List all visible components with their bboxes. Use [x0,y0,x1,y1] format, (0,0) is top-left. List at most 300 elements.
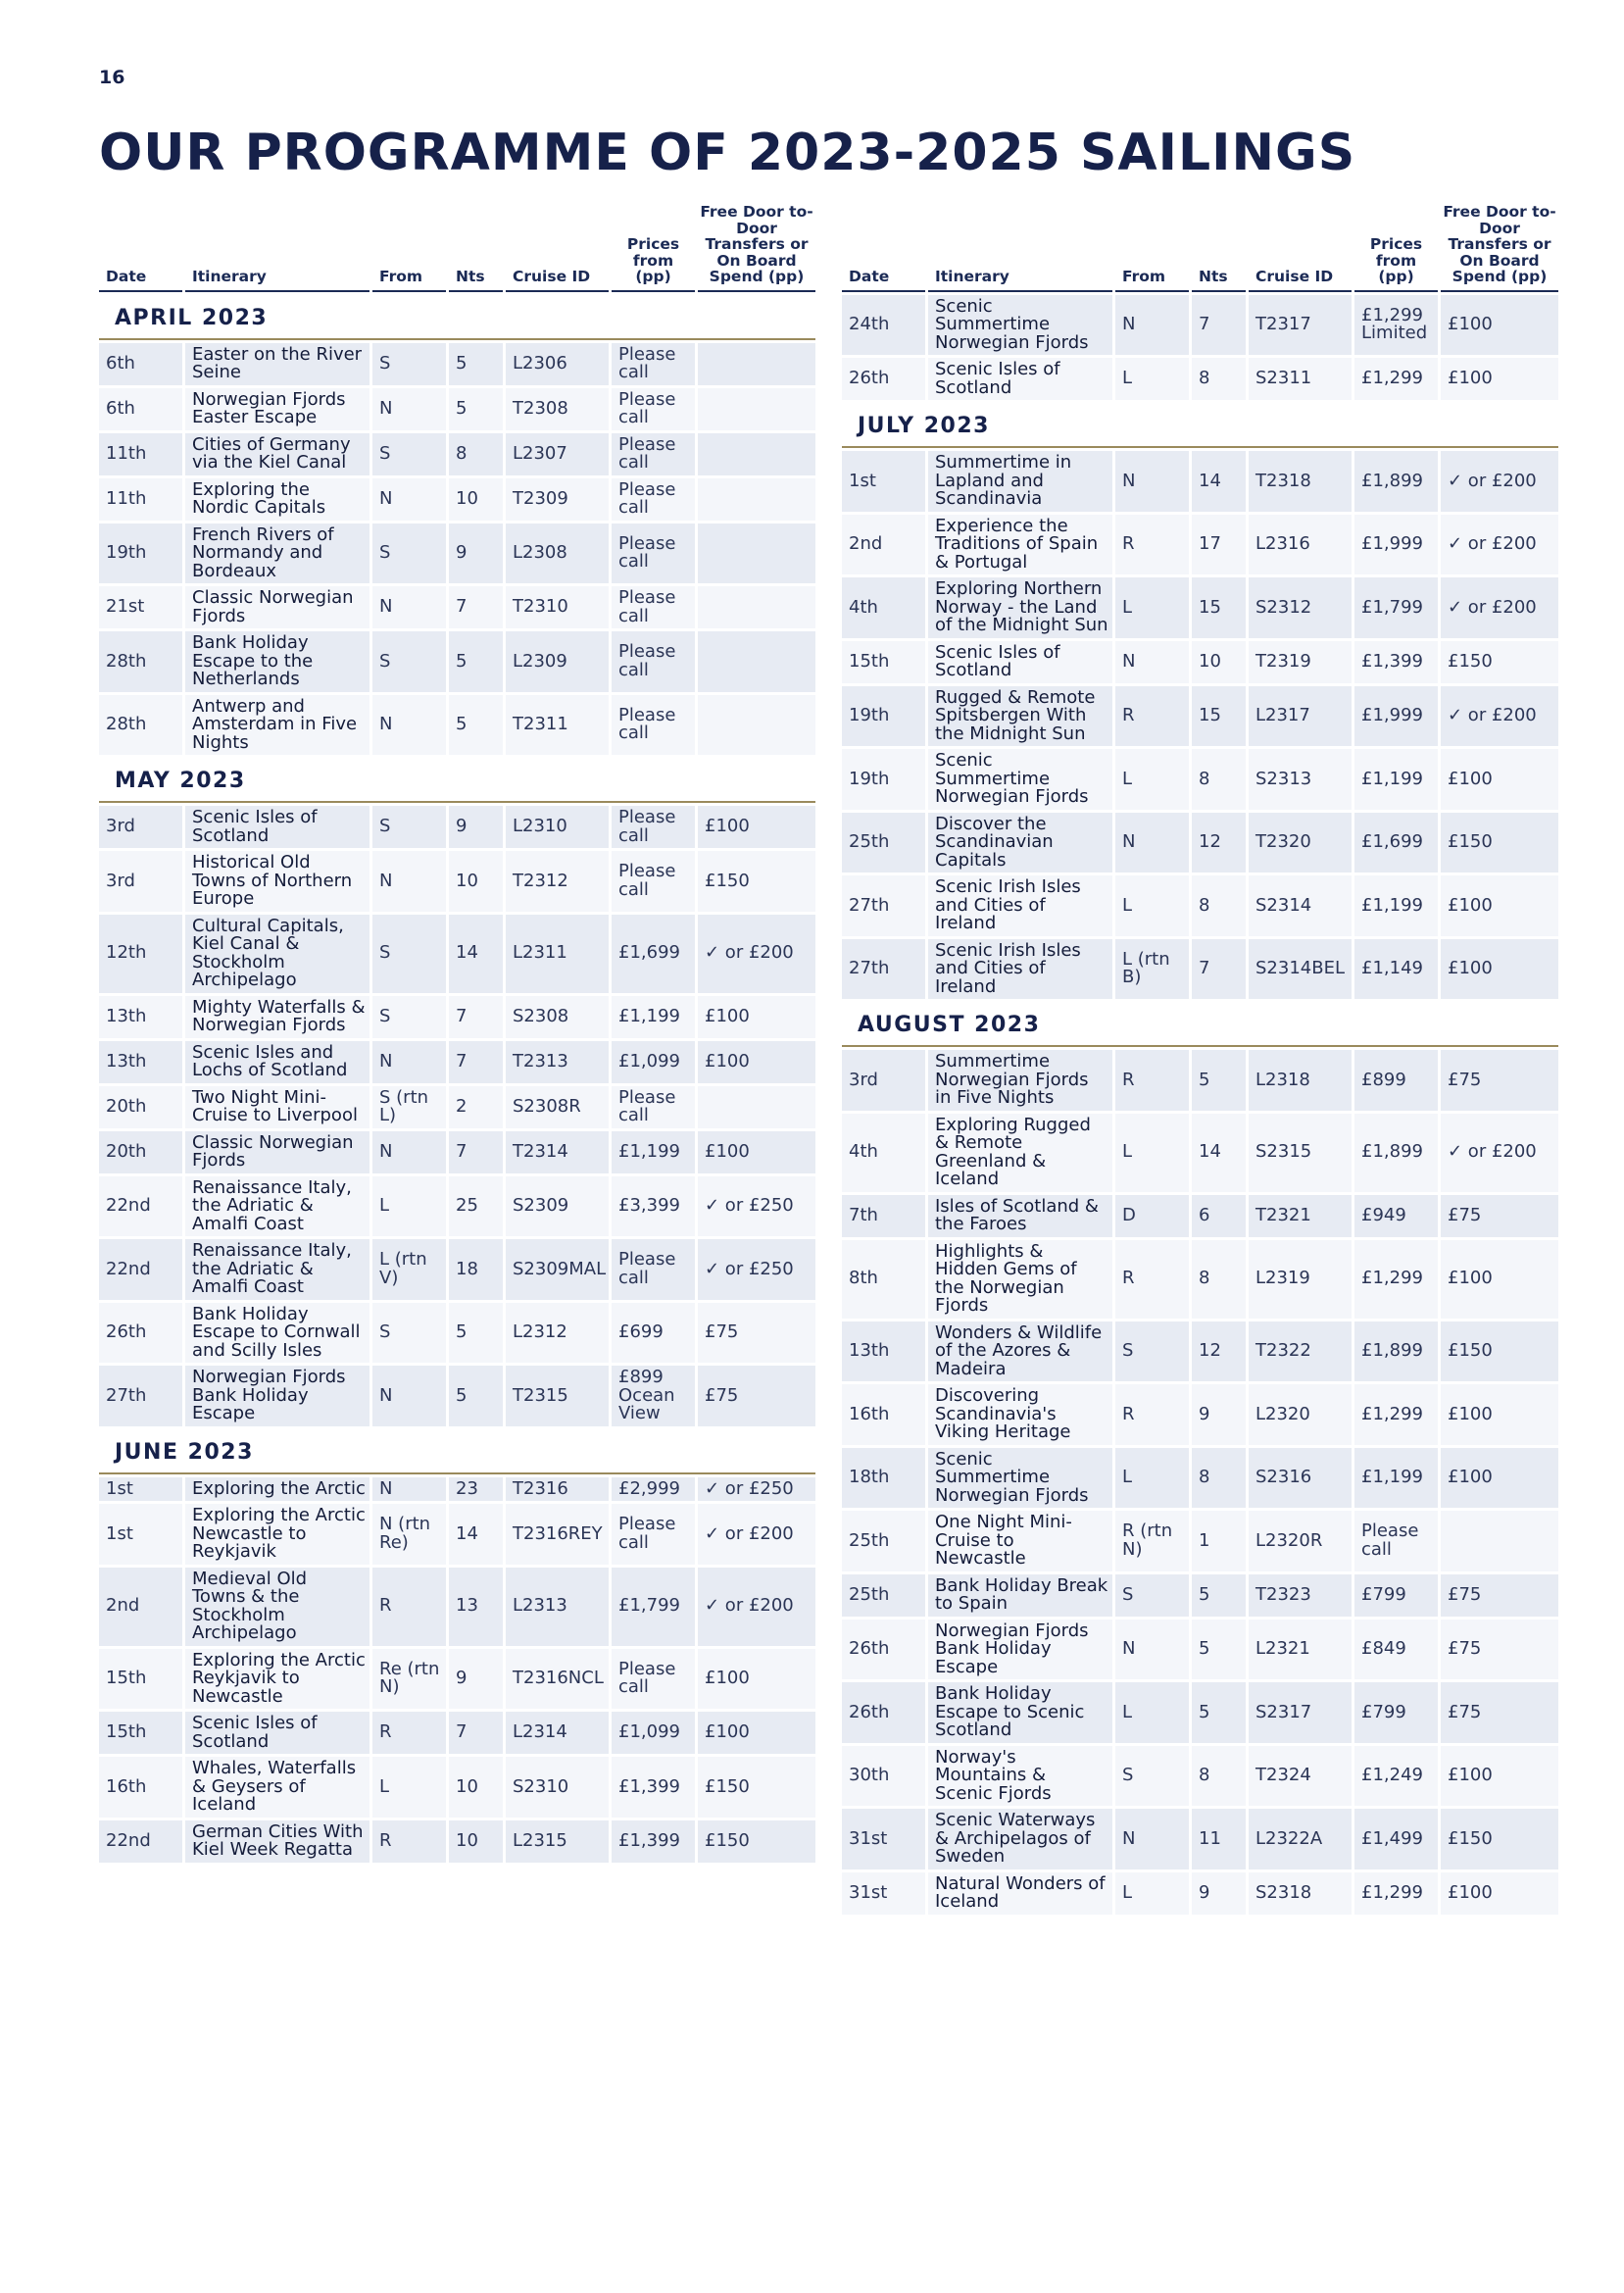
cell-price: £1,299 [1354,1240,1438,1319]
cell-from: L [1115,1448,1189,1509]
cell-from: R (rtn N) [1115,1511,1189,1571]
cell-cruise-id: T2310 [506,586,609,628]
header-prices: Prices from (pp) [1354,204,1438,292]
month-heading-row [842,1002,1558,1047]
cell-nts: 15 [1192,577,1246,638]
cell-date: 21st [99,586,182,628]
cell-price: £1,999 [1354,686,1438,747]
cell-date: 22nd [99,1820,182,1863]
cell-transfers: £150 [1441,813,1558,873]
cell-itinerary: Scenic Isles of Scotland [185,806,369,848]
cell-price: Please call [612,1086,695,1128]
cell-date: 15th [99,1712,182,1754]
cell-from: L [1115,1872,1189,1915]
cell-price: £1,299 [1354,1384,1438,1445]
cell-cruise-id: T2311 [506,695,609,756]
cell-transfers: £100 [698,1041,815,1083]
header-from: From [1115,204,1189,292]
cell-price: Please call [612,1504,695,1565]
cell-date: 2nd [842,515,925,575]
cell-from: N [372,478,446,521]
cell-price: £1,149 [1354,939,1438,1000]
cell-cruise-id: T2316NCL [506,1649,609,1710]
cell-from: N [1115,641,1189,683]
table-row [99,388,815,430]
cell-cruise-id: L2313 [506,1568,609,1646]
cell-from: S [1115,1746,1189,1807]
cell-transfers: ✓ or £250 [698,1176,815,1237]
cell-nts: 5 [1192,1682,1246,1743]
table-row [99,478,815,521]
cell-transfers: £100 [1441,1746,1558,1807]
table-row [842,1114,1558,1192]
table-row [99,695,815,756]
cell-cruise-id: L2308 [506,523,609,584]
cell-nts: 7 [1192,939,1246,1000]
table-row [99,433,815,475]
cell-price: Please call [612,433,695,475]
cell-nts: 5 [449,1366,503,1426]
cell-nts: 14 [1192,451,1246,512]
table-row [99,996,815,1038]
cell-transfers: £75 [698,1303,815,1364]
page-title: OUR PROGRAMME OF 2023-2025 SAILINGS [99,124,1356,182]
cell-transfers: £100 [1441,1240,1558,1319]
cell-price: £899 Ocean View [612,1366,695,1426]
cell-from: N [1115,813,1189,873]
cell-nts: 7 [449,996,503,1038]
cell-nts: 9 [449,806,503,848]
cell-nts: 14 [1192,1114,1246,1192]
cell-date: 13th [99,1041,182,1083]
table-row [99,1366,815,1426]
cell-transfers [698,631,815,692]
cell-nts: 8 [1192,1240,1246,1319]
cell-price: £1,399 [612,1757,695,1818]
cell-transfers: £150 [1441,641,1558,683]
cell-from: L [1115,875,1189,936]
cell-date: 28th [99,695,182,756]
cell-transfers [698,586,815,628]
header-transfers: Free Door to-Door Transfers or On Board Spend (pp) [1441,204,1558,292]
cell-date: 27th [99,1366,182,1426]
cell-price: Please call [612,343,695,385]
cell-transfers: £100 [698,996,815,1038]
cell-date: 4th [842,577,925,638]
cell-transfers: £100 [698,1712,815,1754]
table-row [842,358,1558,400]
cell-cruise-id: S2314 [1249,875,1352,936]
cell-itinerary: Renaissance Italy, the Adriatic & Amalfi Coast [185,1239,369,1300]
cell-price: £949 [1354,1195,1438,1237]
cell-cruise-id: L2315 [506,1820,609,1863]
cell-itinerary: Historical Old Towns of Northern Europe [185,851,369,912]
cell-cruise-id: T2318 [1249,451,1352,512]
cell-price: Please call [612,523,695,584]
table-row [842,1321,1558,1382]
cell-nts: 1 [1192,1511,1246,1571]
cell-price: £1,249 [1354,1746,1438,1807]
cell-cruise-id: T2315 [506,1366,609,1426]
cell-transfers [698,695,815,756]
cell-transfers: ✓ or £200 [1441,1114,1558,1192]
cell-from: Re (rtn N) [372,1649,446,1710]
cell-price: £1,199 [612,1131,695,1173]
cell-cruise-id: T2323 [1249,1574,1352,1617]
cell-nts: 7 [1192,295,1246,356]
cell-itinerary: Scenic Irish Isles and Cities of Ireland [928,939,1112,1000]
cell-transfers: £75 [1441,1050,1558,1111]
cell-itinerary: Wonders & Wildlife of the Azores & Madeira [928,1321,1112,1382]
cell-date: 3rd [99,806,182,848]
cell-date: 26th [842,358,925,400]
cell-itinerary: Natural Wonders of Iceland [928,1872,1112,1915]
cell-transfers: £100 [698,1131,815,1173]
cell-price: Please call [612,806,695,848]
cell-cruise-id: T2309 [506,478,609,521]
table-row [99,631,815,692]
cell-date: 3rd [99,851,182,912]
cell-date: 3rd [842,1050,925,1111]
cell-price: £1,199 [1354,749,1438,810]
cell-itinerary: Exploring the Arctic [185,1477,369,1502]
cell-date: 7th [842,1195,925,1237]
cell-cruise-id: T2317 [1249,295,1352,356]
cell-from: N (rtn Re) [372,1504,446,1565]
cell-nts: 8 [1192,1746,1246,1807]
cell-cruise-id: L2310 [506,806,609,848]
cell-price: Please call [612,1649,695,1710]
month-heading-row [99,1429,815,1474]
table-row [842,641,1558,683]
cell-nts: 9 [1192,1384,1246,1445]
cell-transfers: £100 [698,806,815,848]
cell-from: R [372,1568,446,1646]
cell-from: N [372,1041,446,1083]
cell-price: £1,299 [1354,358,1438,400]
month-heading: MAY 2023 [99,758,815,803]
cell-from: L [372,1176,446,1237]
cell-transfers: ✓ or £200 [1441,515,1558,575]
table-row [842,1511,1558,1571]
cell-transfers [698,388,815,430]
cell-price: £1,399 [1354,641,1438,683]
cell-price: £1,899 [1354,451,1438,512]
cell-price: £1,799 [1354,577,1438,638]
cell-itinerary: French Rivers of Normandy and Bordeaux [185,523,369,584]
cell-nts: 15 [1192,686,1246,747]
cell-date: 31st [842,1809,925,1869]
cell-itinerary: Isles of Scotland & the Faroes [928,1195,1112,1237]
cell-date: 12th [99,915,182,993]
cell-transfers: ✓ or £200 [698,1568,815,1646]
cell-itinerary: Bank Holiday Break to Spain [928,1574,1112,1617]
table-row [99,806,815,848]
cell-date: 19th [842,749,925,810]
cell-transfers: £150 [698,851,815,912]
cell-date: 1st [99,1504,182,1565]
cell-transfers [698,343,815,385]
header-date: Date [842,204,925,292]
cell-nts: 5 [1192,1574,1246,1617]
cell-date: 11th [99,433,182,475]
cell-from: L (rtn B) [1115,939,1189,1000]
cell-date: 26th [842,1620,925,1680]
table-row [842,1682,1558,1743]
cell-cruise-id: T2308 [506,388,609,430]
cell-transfers: £100 [1441,1384,1558,1445]
table-row [842,1872,1558,1915]
sailings-table [839,201,1561,1918]
cell-price: £1,199 [1354,875,1438,936]
cell-from: N [1115,295,1189,356]
header-nts: Nts [1192,204,1246,292]
cell-nts: 18 [449,1239,503,1300]
cell-itinerary: Bank Holiday Escape to the Netherlands [185,631,369,692]
table-row [842,1746,1558,1807]
table-row [842,1448,1558,1509]
cell-cruise-id: S2308R [506,1086,609,1128]
cell-transfers: ✓ or £200 [698,1504,815,1565]
cell-price: £699 [612,1303,695,1364]
cell-transfers: £100 [698,1649,815,1710]
cell-from: S [372,1303,446,1364]
cell-nts: 2 [449,1086,503,1128]
cell-nts: 6 [1192,1195,1246,1237]
cell-from: L [1115,577,1189,638]
cell-from: S [372,523,446,584]
cell-transfers: ✓ or £200 [1441,686,1558,747]
cell-from: R [372,1712,446,1754]
cell-cruise-id: L2320R [1249,1511,1352,1571]
cell-nts: 9 [1192,1872,1246,1915]
cell-cruise-id: T2324 [1249,1746,1352,1807]
cell-transfers: £75 [1441,1574,1558,1617]
table-row [842,1195,1558,1237]
cell-date: 24th [842,295,925,356]
cell-transfers: ✓ or £200 [1441,451,1558,512]
cell-cruise-id: S2317 [1249,1682,1352,1743]
cell-from: N [372,1131,446,1173]
sailings-table [96,201,818,1866]
cell-from: R [1115,686,1189,747]
table-row [842,295,1558,356]
cell-nts: 13 [449,1568,503,1646]
cell-itinerary: Scenic Irish Isles and Cities of Ireland [928,875,1112,936]
cell-from: N [372,1366,446,1426]
cell-transfers [1441,1511,1558,1571]
cell-nts: 8 [1192,1448,1246,1509]
cell-date: 1st [842,451,925,512]
month-heading: APRIL 2023 [99,295,815,340]
table-row [99,343,815,385]
cell-price: £1,899 [1354,1321,1438,1382]
cell-nts: 7 [449,1131,503,1173]
table-row [99,1649,815,1710]
cell-date: 26th [842,1682,925,1743]
cell-date: 27th [842,875,925,936]
cell-date: 27th [842,939,925,1000]
cell-cruise-id: T2316 [506,1477,609,1502]
cell-date: 25th [842,1574,925,1617]
cell-cruise-id: T2321 [1249,1195,1352,1237]
cell-price: Please call [612,388,695,430]
month-heading: JUNE 2023 [99,1429,815,1474]
cell-transfers: £150 [1441,1321,1558,1382]
table-row [842,749,1558,810]
cell-price: £1,999 [1354,515,1438,575]
table-row [842,1384,1558,1445]
cell-date: 28th [99,631,182,692]
cell-cruise-id: L2307 [506,433,609,475]
table-row [842,1050,1558,1111]
cell-date: 1st [99,1477,182,1502]
cell-price: £1,299 Limited [1354,295,1438,356]
cell-transfers [698,433,815,475]
cell-itinerary: Scenic Isles and Lochs of Scotland [185,1041,369,1083]
cell-cruise-id: T2316REY [506,1504,609,1565]
cell-itinerary: Summertime Norwegian Fjords in Five Nights [928,1050,1112,1111]
cell-cruise-id: S2312 [1249,577,1352,638]
header-date: Date [99,204,182,292]
cell-transfers: £75 [1441,1620,1558,1680]
table-row [842,1574,1558,1617]
cell-transfers: £100 [1441,875,1558,936]
cell-itinerary: Rugged & Remote Spitsbergen With the Midnight Sun [928,686,1112,747]
cell-from: L [372,1757,446,1818]
table-row [842,875,1558,936]
cell-nts: 7 [449,1712,503,1754]
table-row [99,1131,815,1173]
cell-price: £799 [1354,1682,1438,1743]
month-heading: AUGUST 2023 [842,1002,1558,1047]
cell-itinerary: Renaissance Italy, the Adriatic & Amalfi Coast [185,1176,369,1237]
cell-itinerary: Scenic Summertime Norwegian Fjords [928,749,1112,810]
cell-date: 20th [99,1131,182,1173]
cell-from: N [372,586,446,628]
table-row [99,915,815,993]
cell-price: £1,699 [612,915,695,993]
header-cruise-id: Cruise ID [1249,204,1352,292]
cell-itinerary: Norwegian Fjords Bank Holiday Escape [928,1620,1112,1680]
sailings-table-left [99,201,812,1866]
cell-date: 13th [842,1321,925,1382]
cell-cruise-id: L2316 [1249,515,1352,575]
cell-transfers: £150 [1441,1809,1558,1869]
cell-from: N [372,851,446,912]
table-row [99,1504,815,1565]
cell-itinerary: Whales, Waterfalls & Geysers of Iceland [185,1757,369,1818]
cell-transfers: £150 [698,1820,815,1863]
cell-from: S [372,996,446,1038]
cell-itinerary: One Night Mini-Cruise to Newcastle [928,1511,1112,1571]
cell-transfers [698,478,815,521]
cell-transfers: ✓ or £250 [698,1239,815,1300]
cell-itinerary: Medieval Old Towns & the Stockholm Archipelago [185,1568,369,1646]
table-row [99,523,815,584]
header-cruise-id: Cruise ID [506,204,609,292]
cell-cruise-id: L2318 [1249,1050,1352,1111]
cell-price: £1,099 [612,1041,695,1083]
cell-date: 6th [99,388,182,430]
cell-itinerary: Scenic Summertime Norwegian Fjords [928,1448,1112,1509]
cell-nts: 25 [449,1176,503,1237]
table-row [842,686,1558,747]
cell-itinerary: Scenic Isles of Scotland [185,1712,369,1754]
cell-nts: 10 [449,478,503,521]
cell-nts: 10 [449,851,503,912]
month-heading-row [842,403,1558,448]
cell-date: 19th [99,523,182,584]
cell-date: 31st [842,1872,925,1915]
table-row [99,1086,815,1128]
cell-price: Please call [612,851,695,912]
header-itinerary: Itinerary [928,204,1112,292]
table-row [842,1240,1558,1319]
cell-from: S [1115,1321,1189,1382]
cell-nts: 5 [1192,1050,1246,1111]
cell-itinerary: Exploring the Nordic Capitals [185,478,369,521]
cell-nts: 7 [449,1041,503,1083]
month-heading-row [99,295,815,340]
cell-date: 26th [99,1303,182,1364]
cell-date: 16th [842,1384,925,1445]
cell-from: N [1115,1620,1189,1680]
cell-from: R [372,1820,446,1863]
cell-price: £1,699 [1354,813,1438,873]
cell-cruise-id: S2314BEL [1249,939,1352,1000]
cell-from: R [1115,1384,1189,1445]
header-nts: Nts [449,204,503,292]
cell-from: R [1115,515,1189,575]
cell-itinerary: Exploring Northern Norway - the Land of the Midnight Sun [928,577,1112,638]
cell-itinerary: Highlights & Hidden Gems of the Norwegian Fjords [928,1240,1112,1319]
cell-from: S [372,631,446,692]
cell-from: R [1115,1240,1189,1319]
cell-nts: 8 [1192,875,1246,936]
table-row [99,1477,815,1502]
cell-itinerary: Antwerp and Amsterdam in Five Nights [185,695,369,756]
table-row [842,451,1558,512]
cell-nts: 5 [449,695,503,756]
cell-price: Please call [612,586,695,628]
table-row [842,1620,1558,1680]
header-transfers: Free Door to-Door Transfers or On Board Spend (pp) [698,204,815,292]
cell-from: S [372,433,446,475]
cell-itinerary: Discovering Scandinavia's Viking Heritage [928,1384,1112,1445]
cell-nts: 5 [449,631,503,692]
cell-cruise-id: S2315 [1249,1114,1352,1192]
table-row [99,1820,815,1863]
cell-date: 6th [99,343,182,385]
cell-nts: 8 [1192,749,1246,810]
cell-cruise-id: L2306 [506,343,609,385]
cell-price: £1,199 [612,996,695,1038]
cell-itinerary: Norwegian Fjords Bank Holiday Escape [185,1366,369,1426]
table-row [842,577,1558,638]
cell-date: 11th [99,478,182,521]
cell-nts: 11 [1192,1809,1246,1869]
cell-cruise-id: L2311 [506,915,609,993]
cell-nts: 10 [449,1820,503,1863]
header-from: From [372,204,446,292]
cell-date: 13th [99,996,182,1038]
cell-nts: 5 [449,343,503,385]
table-row [99,1239,815,1300]
cell-date: 18th [842,1448,925,1509]
table-row [99,1712,815,1754]
cell-from: N [1115,451,1189,512]
